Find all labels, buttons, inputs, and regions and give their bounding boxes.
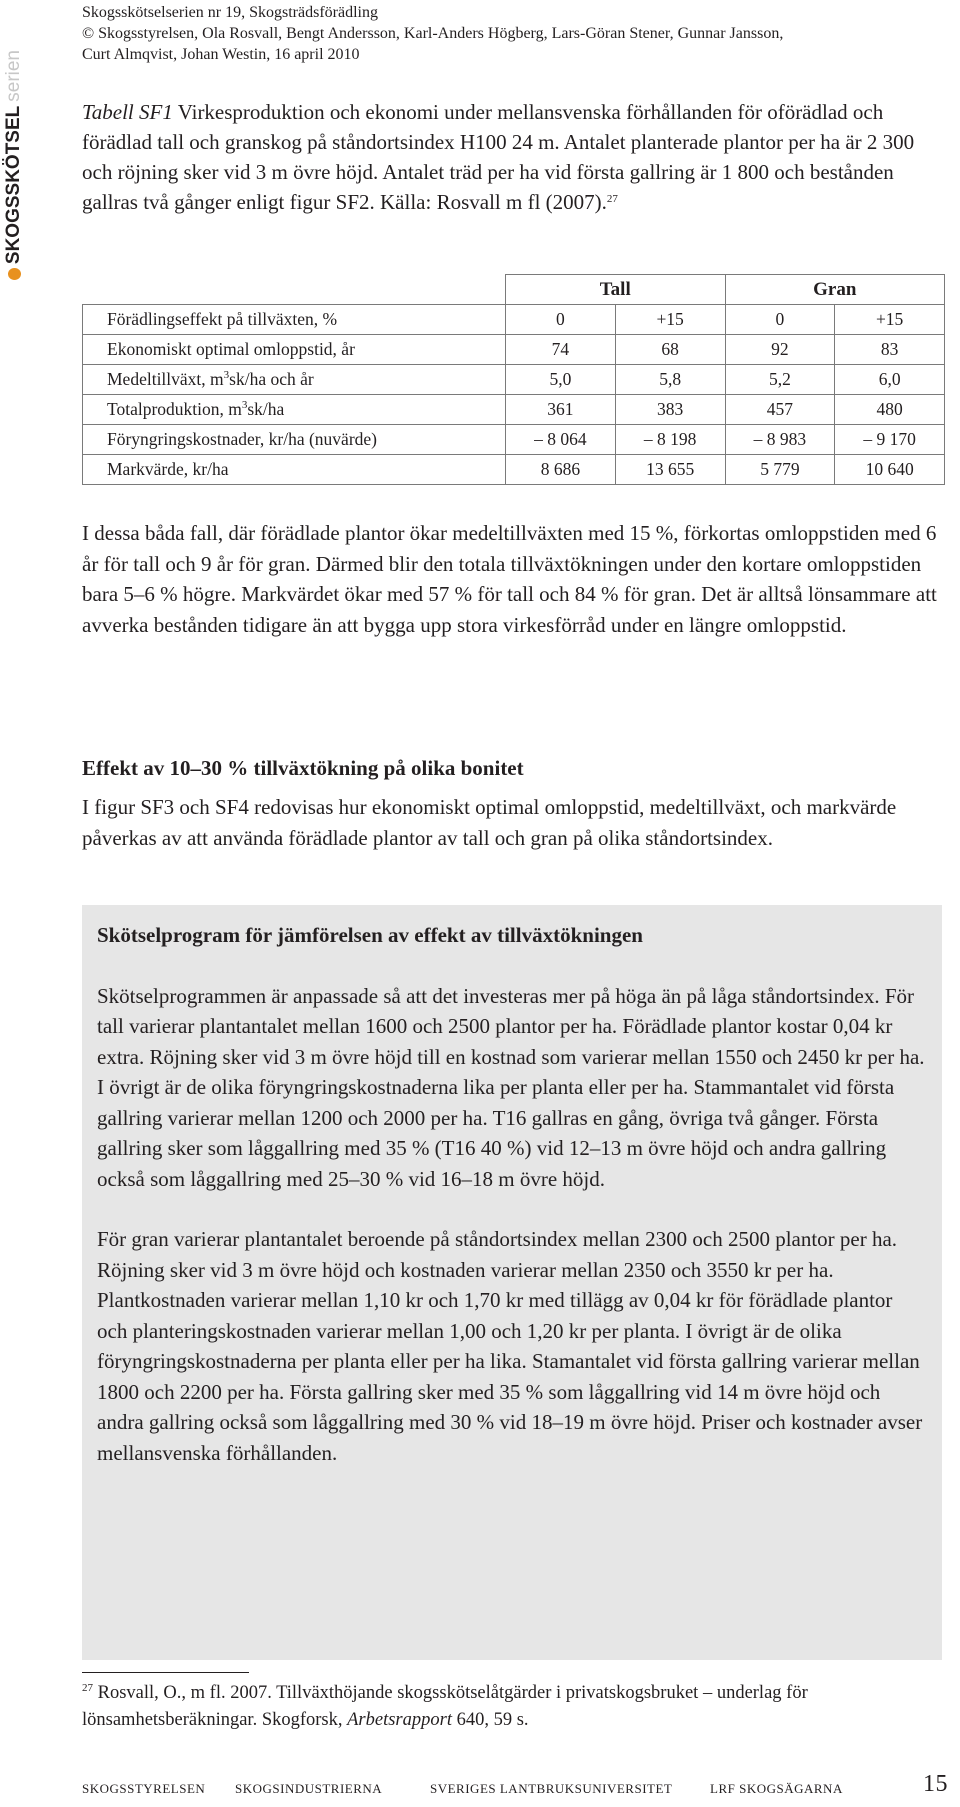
table-caption (82, 97, 942, 217)
skogsskotsel-serien-logo (2, 50, 26, 280)
caption-footnote-ref: 27 (606, 193, 618, 205)
table-row (83, 455, 945, 485)
table-cell: 74 (506, 335, 616, 365)
table-cell: 8 686 (506, 455, 616, 485)
table-cell: 92 (725, 335, 835, 365)
table-cell: 0 (506, 305, 616, 335)
table-row (83, 365, 945, 395)
logo-suffix: serien (3, 50, 24, 102)
row-label: Ekonomiskt optimal omloppstid, år (83, 335, 506, 365)
row-label: Medeltillväxt, $m^3sk/ha$ och år (83, 365, 506, 395)
section-heading: Effekt av 10–30 % tillväxtökning på olika bonitet (82, 756, 524, 780)
table-cell: 68 (615, 335, 725, 365)
row-label: Föryngringskostnader, kr/ha (nuvärde) (83, 425, 506, 455)
footnote-divider (82, 1672, 249, 1673)
table-cell: 457 (725, 395, 835, 425)
table-header-row (83, 275, 945, 305)
table-cell: 5,8 (615, 365, 725, 395)
row-label: Markvärde, kr/ha (83, 455, 506, 485)
paragraph-results: I dessa båda fall, där förädlade plantor ökar medeltillväxten med 15 %, förkortas omloppstiden med 6 år för tall och 9 år för gran. Därmed blir den totala tillväxtökningen under den kortare omloppstiden bara 5–6 % högre. Markvärdet ökar med 57 % för tall och 84 % för gran. Det är alltså lönsammare att avverka bestånden tidigare än att bygga upp stora virkesförråd under en längre omloppstid. (82, 521, 937, 637)
footer-org-skogsstyrelsen: SKOGSSTYRELSEN (82, 1781, 206, 1796)
table-cell: – 9 170 (835, 425, 945, 455)
page-number: 15 (923, 1771, 948, 1797)
caption-label: Tabell SF1 (82, 100, 173, 124)
table-row (83, 335, 945, 365)
info-box (82, 905, 942, 1660)
box-title: Skötselprogram för jämförelsen av effekt av tillväxtökningen (97, 923, 643, 947)
table-cell: 5 779 (725, 455, 835, 485)
table-cell: – 8 983 (725, 425, 835, 455)
paragraph-figures: I figur SF3 och SF4 redovisas hur ekonomiskt optimal omloppstid, medeltillväxt, och markvärde påverkas av att använda förädlade plantor av tall och gran på olika ståndortsindex. (82, 795, 897, 850)
footer-org-lrf: LRF SKOGSÄGARNA (710, 1781, 843, 1796)
box-paragraph-tall: Skötselprogrammen är anpassade så att det investeras mer på höga än på låga ståndortsindex. För tall varierar plantantalet mellan 1600 och 2500 plantor per ha. Förädlade plantor kostar 0,04 kr extra. Röjning sker vid 3 m övre höjd till en kostnad som varierar mellan 1550 och 2450 kr per ha. I övrigt är de olika föryngringskostnaderna lika per planta eller per ha. Stammantalet vid första gallring varierar mellan 1200 och 2000 per ha. T16 gallras en gång, övriga två gånger. Första gallring sker som låggallring med 35 % (T16 40 %) vid 12–13 m övre höjd och andra gallring också som låggallring med 25–30 % vid 16–18 m övre höjd. (97, 983, 925, 1191)
header-series: Skogsskötselserien nr 19, Skogsträdsförädling (82, 4, 378, 21)
page-header (82, 2, 783, 65)
table-cell: +15 (615, 305, 725, 335)
footer-org-slu: SVERIGES LANTBRUKSUNIVERSITET (430, 1781, 673, 1796)
footnote: $^{27}$ Rosvall, O., m fl. 2007. Tillväxthöjande skogsskötselåtgärder i privatskogsbruket – underlag för lönsamhetsberäkningar. Skogforsk, Arbetsrapport 640, 59 s. (82, 1682, 808, 1730)
header-tall: Tall (506, 275, 726, 305)
table-cell: 361 (506, 395, 616, 425)
box-paragraph-gran: För gran varierar plantantalet beroende på ståndortsindex mellan 2300 och 2500 plantor per ha. Röjning sker vid 3 m övre höjd och kostnaden varierar mellan 2350 och 3550 kr per ha. Plantkostnaden varierar mellan 1,10 kr och 1,70 kr med tillägg av 0,04 kr för förädlade plantor och planteringskostnaden varierar mellan 1,00 och 1,20 kr per planta. I övrigt är de olika föryngringskostnaderna per planta eller per ha lika. Stamantalet vid första gallring varierar mellan 1800 och 2200 per ha. Första gallring sker med 35 % som låggallring vid 14 m övre höjd och andra gallring också som låggallring med 30 % vid 18–19 m övre höjd. Priser och kostnader avser mellansvenska förhållanden. (97, 1227, 923, 1465)
footer-org-skogsindustrierna: SKOGSINDUSTRIERNA (235, 1781, 383, 1796)
header-copyright: © Skogsstyrelsen, Ola Rosvall, Bengt Andersson, Karl-Anders Högberg, Lars-Göran Stener, Gunnar Jansson, (82, 25, 784, 42)
table-cell: 480 (835, 395, 945, 425)
table-row (83, 395, 945, 425)
table-cell: 383 (615, 395, 725, 425)
row-label: Förädlingseffekt på tillväxten, % (83, 305, 506, 335)
logo-dot-icon (8, 268, 21, 280)
caption-text: Virkesproduktion och ekonomi under mellansvenska förhållanden för oförädlad och förädlad tall och granskog på ståndortsindex H100 24 m. Antalet planterade plantor per ha är 2 300 och röjning sker vid 3 m övre höjd. Antalet träd per ha vid första gallring är 1 800 och bestånden gallras två gånger enligt figur SF2. Källa: Rosvall m fl (2007). (82, 100, 915, 214)
logo-brand: SKOGSSKÖTSEL (3, 105, 24, 265)
table-cell: – 8 198 (615, 425, 725, 455)
table-cell: 13 655 (615, 455, 725, 485)
footnote-number: 27 (82, 1682, 93, 1694)
table-cell: 10 640 (835, 455, 945, 485)
row-label: Totalproduktion, $m^3sk/ha$ (83, 395, 506, 425)
table-cell: – 8 064 (506, 425, 616, 455)
table-cell: +15 (835, 305, 945, 335)
header-authors-date: Curt Almqvist, Johan Westin, 16 april 2010 (82, 46, 360, 63)
table-row (83, 425, 945, 455)
data-table (82, 274, 945, 485)
table-cell: 5,0 (506, 365, 616, 395)
table-cell: 83 (835, 335, 945, 365)
table-row (83, 305, 945, 335)
page-footer (82, 1771, 948, 1799)
table-cell: 0 (725, 305, 835, 335)
table-cell: 6,0 (835, 365, 945, 395)
header-gran: Gran (725, 275, 945, 305)
table-cell: 5,2 (725, 365, 835, 395)
